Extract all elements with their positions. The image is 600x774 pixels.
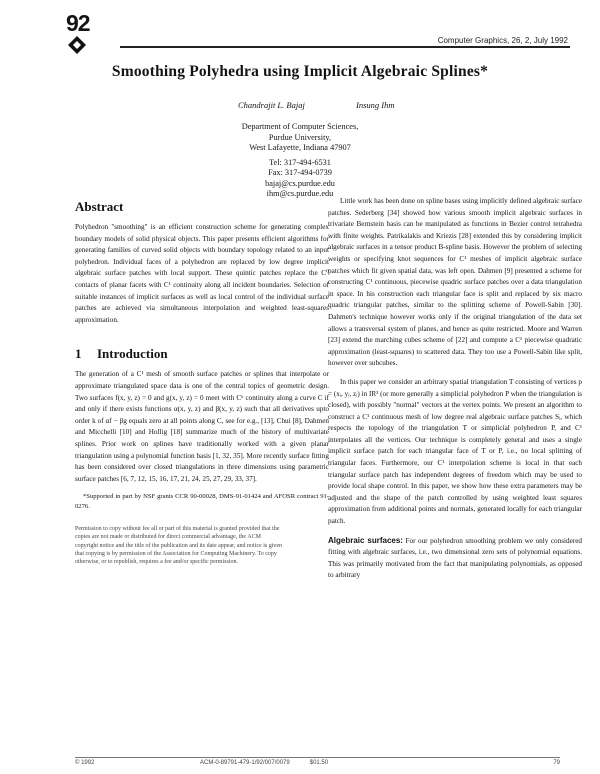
paragraph [328, 535, 582, 582]
affiliation-line: Purdue University, [268, 132, 332, 142]
diamond-logo-icon [68, 36, 104, 54]
email-line: ihm@cs.purdue.edu [266, 189, 334, 198]
section-title: Introduction [97, 346, 168, 362]
section-number: 1 [75, 346, 82, 362]
affiliation-line: Department of Computer Sciences, [241, 122, 359, 131]
affiliation-line: West Lafayette, Indiana 47907 [249, 143, 351, 152]
paragraph: Little work has been done on spline bases using implicitly defined algebraic surface patches. Sederberg [34] showed how various smooth implicit algebraic surfaces in trivariate Bernstein basis can be manipulated as functions in Bezier control tetrahedra with finite weights. Patrikalakis and Kriezis [28] extended this by considering implicit algebraic surfaces in a tensor product B-spline basis. However the problem of selecting weights or specifying knot sequences for C¹ meshes of implicit algebraic surface patches which fit given spatial data, was left open. Dahmen [9] presented a scheme for constructing C¹ continuous, piecewise quadric surface patches over a data triangulation in space. In his construction each triangular face is split and replaced by six macro quadric triangular patches, similar to the splitting scheme of Powell-Sabin [30]. Dahmen's technique however works only if the original triangulation of the data set allows a transversal system of planes, and hence as quite restricted. Moore and Warren [23] extend the marching cubes scheme of [22] and compute a C¹ piecewise quadratic approximation (least-squares) to scattered data. They too use a Powell-Sabin like split, however over subcubes. [328, 197, 582, 368]
paragraph: In this paper we consider an arbitrary spatial triangulation T consisting of vertices p = (xᵢ, yᵢ, zᵢ) in IR³ (or more generally a simplicial polyhedron P when the triangulation is closed), with possibly "normal" vectors at the vertex points. We present an algorithm to construct a C¹ continuous mesh of low degree real algebraic surface patches Sᵢ, which respects the topology of the triangulation T or simplicial polyhedron P, and C¹ interpolates all the vertices. Our technique is completely general and uses a single implicit surface patch for each triangular face of T or P, i.e., no local splitting of triangular faces. Furthermore, our C¹ interpolation scheme is local in that each triangular surface patch has independent degrees of freedom which may be used to provide local shape control. In this paper, we show how these extra parameters may be adjusted and the shape of the patch controlled by using weighted least squares approximation from additional points and normals, generated locally for each triangular patch. [328, 377, 582, 526]
author-name: Chandrajit L. Bajaj [238, 100, 305, 110]
footer-isbn [200, 760, 328, 766]
contact-line: Tel: 317-494-6531 [269, 157, 331, 167]
affiliation-block [0, 122, 600, 200]
contact-line: Fax: 317-494-0739 [268, 168, 332, 177]
header-rule [120, 46, 570, 48]
paragraph-text: For our polyhedron smoothing problem we only considered fitting with algebraic surfaces, i.e., two dimensional zero sets of polynomial equations. This was primarily motivated from the fact that manipulating polynomials, as opposed to arbitrary [328, 536, 582, 580]
footer-price: $01.50 [309, 760, 329, 766]
abstract-text: Polyhedron "smoothing" is an efficient construction scheme for generating complex boundary models of solid physical objects. This paper presents efficient algorithms for generating families of curved solid objects with boundary topology related to an input polyhedron. Individual faces of a polyhedron are replaced by low degree implicit algebraic surface patches with local support. These quintic patches replace the C⁰ contacts of planar facets with C¹ continuity along all incident boundaries. Selection of suitable instances of implicit surfaces as well as local control of the individual surface patches are achieved via simultaneous interpolation and weighted least-squares approximation. [75, 223, 329, 324]
footer-rule [75, 757, 560, 758]
left-column [75, 200, 329, 566]
run-in-heading: Algebraic surfaces: [328, 535, 403, 545]
footnote: *Supported in part by NSF grants CCR 90-00028, DMS-91-01424 and AFOSR contract 91-0276. [75, 493, 329, 510]
introduction-heading [75, 347, 329, 361]
page-number: 92 [66, 10, 90, 36]
introduction-text: The generation of a C¹ mesh of smooth surface patches or splines that interpolate or approximate triangulated space data is one of the central topics of geometric design. Two surfaces f(x, y, z) = 0 and g(x, y, z) = 0 meet with Cᵏ continuity along a curve C if and only if there exists functions α(x, y, z) and β(x, y, z) such that all derivatives upto order k of αf − βg equals zero at all points along C, see for e.g., [13], Chui [8], Dahmen and Micchelli [10] and Hollig [18] summarize much of the history of multivariate splines. Prior work on splines have traditionally worked with a given planar triangulation using a polynomial function basis [1, 32, 35]. More recently surface fitting has been considered over closed triangulations in three dimensions using parametric surface patches [6, 7, 12, 15, 16, 17, 21, 24, 25, 27, 29, 33, 37]. [75, 370, 329, 483]
footer-page-number: 79 [553, 760, 560, 766]
footer-code: ACM-0-89791-479-1/92/007/0079 [200, 760, 290, 766]
abstract-heading: Abstract [75, 199, 124, 214]
permission-notice: Permission to copy without fee all or part of this material is granted provided that the copies are not made or distributed for direct commercial advantage, the ACM copyright notice and the title of the publication and its date appear, and notice is given that copying is by permission of the Association for Computing Machinery. To copy otherwise, or to republish, requires a fee and/or specific permission. [75, 526, 283, 566]
right-column [328, 196, 582, 589]
author-name: Insung Ihm [356, 100, 395, 110]
paper-title: Smoothing Polyhedra using Implicit Algebraic Splines* [111, 63, 489, 80]
running-head: Computer Graphics, 26, 2, July 1992 [437, 36, 568, 45]
email-line: bajaj@cs.purdue.edu [265, 178, 335, 188]
footer-copyright: © 1992 [75, 760, 95, 766]
